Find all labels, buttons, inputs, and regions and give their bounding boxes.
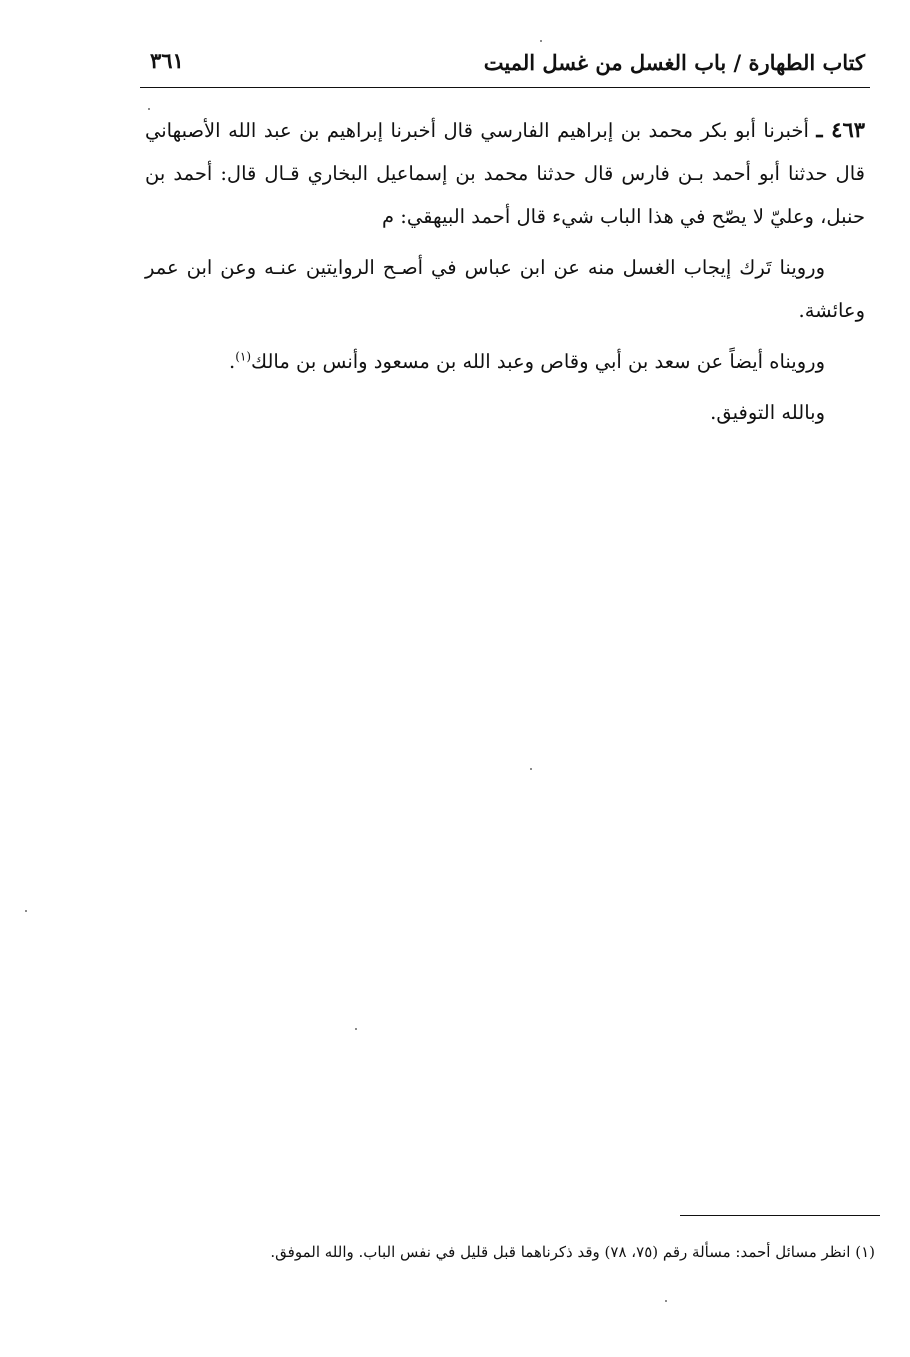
footnote-reference[interactable]: (١) xyxy=(235,349,252,364)
paragraph-hadith-463 xyxy=(145,108,865,238)
paragraph-1-text: أخبرنا أبو بكر محمد بن إبراهيم الفارسي قال أخبرنا إبراهيم بن عبد الله الأصبهاني قال حدثنا أبو أحمد بـن فارس قال حدثنا محمد بن إسماعيل البخاري قـال قال: أحمد بن حنبل، وعليّ لا يصّح في هذا الباب شيء قال أحمد البيهقي: م xyxy=(145,119,865,228)
main-text xyxy=(145,108,865,442)
scan-speck xyxy=(665,1300,667,1302)
scan-speck xyxy=(530,768,532,770)
footnote-marker: (١) xyxy=(855,1243,875,1261)
footnote-1 xyxy=(150,1238,875,1266)
paragraph-2 xyxy=(145,246,865,332)
scan-speck xyxy=(355,1028,357,1030)
header-divider xyxy=(140,87,870,88)
page-number: ٣٦١ xyxy=(150,48,184,73)
paragraph-3 xyxy=(145,340,865,383)
paragraph-4-text: وبالله التوفيق. xyxy=(710,401,825,424)
paragraph-4 xyxy=(145,391,865,434)
paragraph-2-text: وروينا تَرك إيجاب الغسل منه عن ابن عباس في أصـح الروايتين عنـه وعن ابن عمر وعائشة. xyxy=(145,256,865,322)
scan-speck xyxy=(25,910,27,912)
hadith-number: ٤٦٣ ـ xyxy=(816,117,866,142)
running-header-title: كتاب الطهارة / باب الغسل من غسل الميت xyxy=(483,50,865,75)
scan-speck xyxy=(148,108,150,110)
scan-speck xyxy=(540,40,542,42)
paragraph-3-end: . xyxy=(229,350,236,373)
footnote-text: انظر مسائل أحمد: مسألة رقم (٧٥، ٧٨) وقد ذكرناهما قبل قليل في نفس الباب. والله الموفق. xyxy=(270,1243,851,1261)
paragraph-3-text: ورويناه أيضاً عن سعد بن أبي وقاص وعبد الله بن مسعود وأنس بن مالك xyxy=(251,350,825,373)
footnote-divider xyxy=(680,1215,880,1216)
